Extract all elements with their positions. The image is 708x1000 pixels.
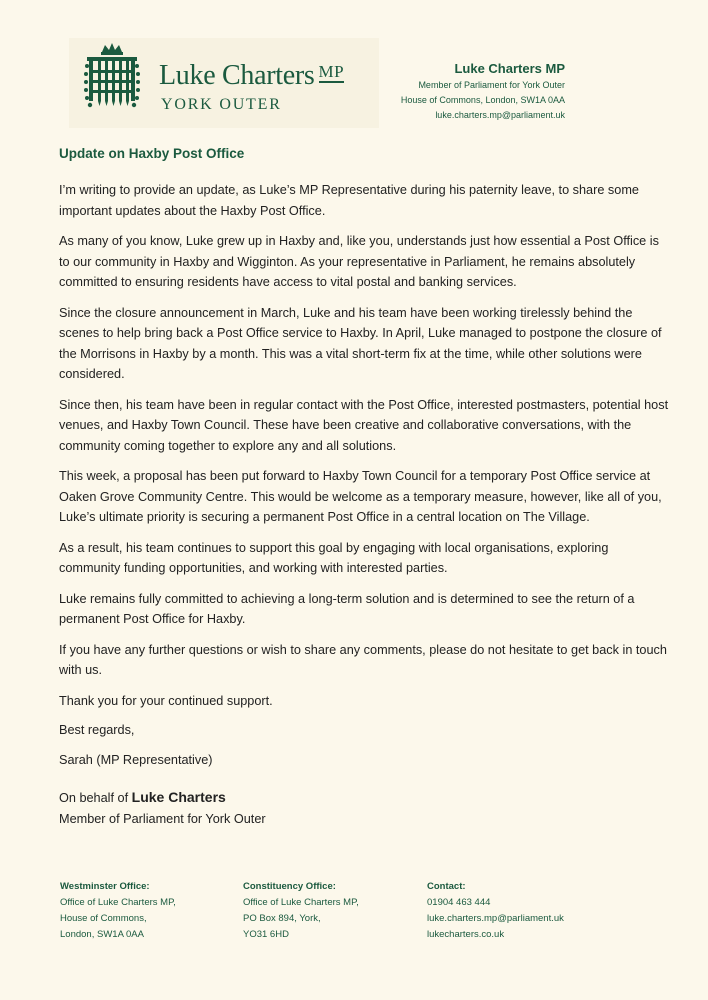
header-contact-block xyxy=(401,60,565,123)
footer-line: London, SW1A 0AA xyxy=(60,929,144,940)
on-behalf-name: Luke Charters xyxy=(131,789,226,805)
paragraph: If you have any further questions or wish to share any comments, please do not hesitate to get back in touch with us. xyxy=(59,642,667,677)
header-email[interactable]: luke.charters.mp@parliament.uk xyxy=(435,110,565,120)
footer-constituency-title: Constituency Office: xyxy=(243,881,336,892)
paragraph: I’m writing to provide an update, as Luke’s MP Representative during his paternity leave, to share some important updates about the Haxby Post Office. xyxy=(59,183,639,218)
footer-westminster xyxy=(60,879,240,943)
footer-line: House of Commons, xyxy=(60,913,147,924)
on-behalf-role: Member of Parliament for York Outer xyxy=(59,811,266,826)
paragraph: This week, a proposal has been put forward to Haxby Town Council for a temporary Post Office service at Oaken Grove Community Centre. This would be welcome as a temporary measure, however, like all of you, Luke’s ultimate priority is securing a permanent Post Office in a central location on The Village. xyxy=(59,469,662,524)
footer-westminster-title: Westminster Office: xyxy=(60,881,150,892)
footer-line: YO31 6HD xyxy=(243,929,289,940)
logo-constituency: YORK OUTER xyxy=(161,96,282,113)
header-line-2: House of Commons, London, SW1A 0AA xyxy=(400,95,565,105)
footer-contact-title: Contact: xyxy=(427,881,466,892)
footer-line: Office of Luke Charters MP, xyxy=(60,897,176,908)
header-name: Luke Charters MP xyxy=(454,61,565,76)
portcullis-icon xyxy=(83,42,141,112)
paragraph: Since the closure announcement in March, Luke and his team have been working tirelessly behind the scenes to help bring back a Post Office service to Haxby. In April, Luke managed to postpone the closure of the Morrisons in Haxby by a month. This was a vital short-term fix at the time, while other solutions were considered. xyxy=(59,305,662,381)
letter-subject: Update on Haxby Post Office xyxy=(59,146,245,161)
paragraph: Luke remains fully committed to achieving a long-term solution and is determined to see the return of a permanent Post Office for Haxby. xyxy=(59,591,635,626)
footer-line: Office of Luke Charters MP, xyxy=(243,897,359,908)
on-behalf-block xyxy=(59,787,266,829)
footer-email[interactable]: luke.charters.mp@parliament.uk xyxy=(427,913,564,924)
footer-contact xyxy=(427,879,607,943)
letterhead-logo xyxy=(69,38,379,128)
letter-body xyxy=(59,180,669,779)
footer-phone[interactable]: 01904 463 444 xyxy=(427,897,491,908)
footer-constituency xyxy=(243,879,423,943)
footer-website[interactable]: lukecharters.co.uk xyxy=(427,929,505,940)
on-behalf-prefix: On behalf of xyxy=(59,791,129,805)
header-line-1: Member of Parliament for York Outer xyxy=(418,80,565,90)
paragraph: As many of you know, Luke grew up in Haxby and, like you, understands just how essential a Post Office is to our community in Haxby and Wigginton. As your representative in Parliament, he remains absolutely committed to ensuring residents have access to vital postal and banking services. xyxy=(59,234,659,289)
logo-mp-text: MP xyxy=(318,62,345,81)
closing-thanks: Thank you for your continued support. xyxy=(59,693,273,708)
logo-wordmark xyxy=(159,60,344,92)
footer-line: PO Box 894, York, xyxy=(243,913,321,924)
signature: Sarah (MP Representative) xyxy=(59,752,213,767)
logo-name-text: Luke Charters xyxy=(159,60,315,91)
paragraph: Since then, his team have been in regular contact with the Post Office, interested postmasters, potential host venues, and Haxby Town Council. These have been creative and collaborative conversations, with the community coming together to explore any and all solutions. xyxy=(59,397,669,453)
closing-regards: Best regards, xyxy=(59,723,135,737)
on-behalf-line xyxy=(59,787,266,809)
paragraph: As a result, his team continues to support this goal by engaging with local organisations, exploring community funding opportunities, and working with interested parties. xyxy=(59,540,609,575)
